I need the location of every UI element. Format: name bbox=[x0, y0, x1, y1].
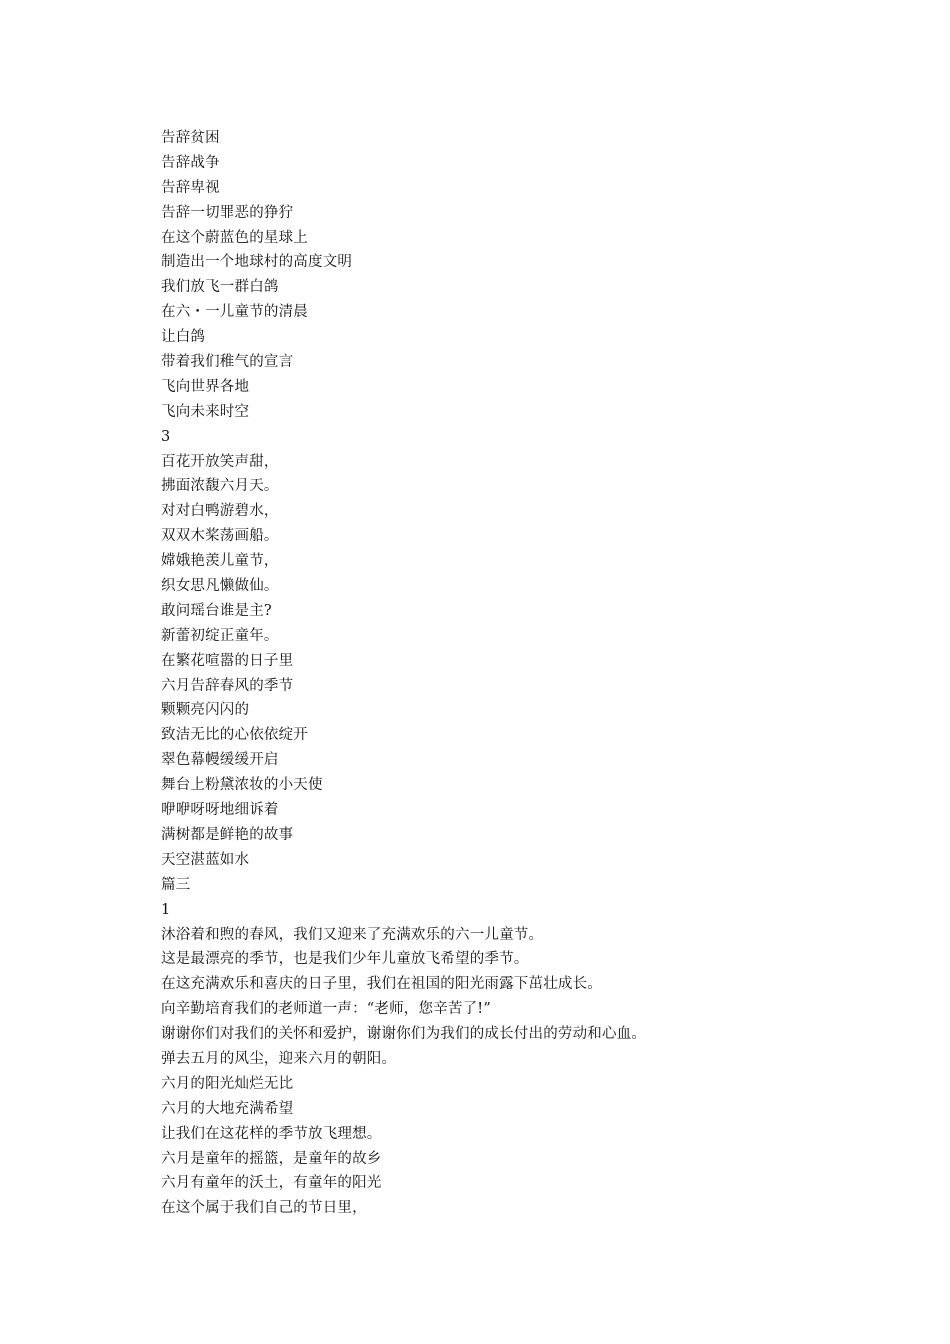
text-line: 嫦娥艳羡儿童节， bbox=[161, 553, 279, 570]
text-line: 六月的阳光灿烂无比 bbox=[161, 1075, 294, 1092]
text-line: 告辞贫困 bbox=[161, 130, 220, 146]
text-line: 向辛勤培育我们的老师道一声：“老师，您辛苦了!” bbox=[161, 1001, 491, 1018]
text-line: 咿咿呀呀地细诉着 bbox=[161, 802, 279, 819]
document-body bbox=[161, 126, 646, 1221]
text-line: 在繁花喧嚣的日子里 bbox=[161, 652, 294, 669]
text-line: 翠色幕幔缓缓开启 bbox=[161, 752, 279, 769]
text-line: 织女思凡懒做仙。 bbox=[161, 578, 279, 595]
text-line: 沐浴着和煦的春风，我们又迎来了充满欢乐的六一儿童节。 bbox=[161, 926, 544, 943]
text-line: 飞向世界各地 bbox=[161, 378, 250, 395]
text-line: 颗颗亮闪闪的 bbox=[161, 702, 250, 719]
text-line: 告辞一切罪恶的狰狞 bbox=[161, 204, 294, 221]
text-line: 告辞战争 bbox=[161, 154, 220, 171]
text-line: 让白鸽 bbox=[161, 329, 206, 346]
text-line: 在这个蔚蓝色的星球上 bbox=[161, 229, 308, 246]
text-line: 舞台上粉黛浓妆的小天使 bbox=[161, 777, 323, 794]
text-line: 双双木桨荡画船。 bbox=[161, 528, 279, 545]
text-line: 制造出一个地球村的高度文明 bbox=[161, 254, 353, 271]
text-line: 我们放飞一群白鸽 bbox=[161, 279, 279, 296]
text-line: 新蕾初绽正童年。 bbox=[161, 627, 279, 644]
text-line: 六月是童年的摇篮，是童年的故乡 bbox=[161, 1150, 382, 1167]
text-line: 六月的大地充满希望 bbox=[161, 1100, 294, 1117]
section-number: 1 bbox=[161, 901, 171, 918]
text-line: 天空湛蓝如水 bbox=[161, 851, 250, 868]
text-line: 六月有童年的沃土，有童年的阳光 bbox=[161, 1175, 382, 1192]
text-line: 六月告辞春风的季节 bbox=[161, 677, 294, 694]
text-line: 满树都是鲜艳的故事 bbox=[161, 826, 294, 843]
text-line: 在这充满欢乐和喜庆的日子里，我们在祖国的阳光雨露下茁壮成长。 bbox=[161, 976, 602, 993]
text-line: 这是最漂亮的季节，也是我们少年儿童放飞希望的季节。 bbox=[161, 951, 529, 968]
text-line: 在这个属于我们自己的节日里， bbox=[161, 1200, 367, 1217]
text-line: 让我们在这花样的季节放飞理想。 bbox=[161, 1125, 382, 1142]
text-line: 对对白鸭游碧水， bbox=[161, 503, 279, 520]
text-line: 百花开放笑声甜， bbox=[161, 453, 279, 470]
text-line: 谢谢你们对我们的关怀和爱护，谢谢你们为我们的成长付出的劳动和心血。 bbox=[161, 1026, 647, 1043]
text-line: 拂面浓馥六月天。 bbox=[161, 478, 279, 495]
text-line: 带着我们稚气的宣言 bbox=[161, 354, 294, 371]
text-line: 飞向未来时空 bbox=[161, 403, 250, 420]
text-line: 致洁无比的心依依绽开 bbox=[161, 727, 308, 744]
section-heading: 篇三 bbox=[161, 876, 191, 893]
text-line: 敢问瑶台谁是主? bbox=[161, 602, 272, 619]
text-line: 告辞卑视 bbox=[161, 179, 220, 196]
text-line: 在六・一儿童节的清晨 bbox=[161, 304, 308, 321]
text-line: 弹去五月的风尘，迎来六月的朝阳。 bbox=[161, 1050, 397, 1067]
section-number: 3 bbox=[161, 428, 171, 445]
